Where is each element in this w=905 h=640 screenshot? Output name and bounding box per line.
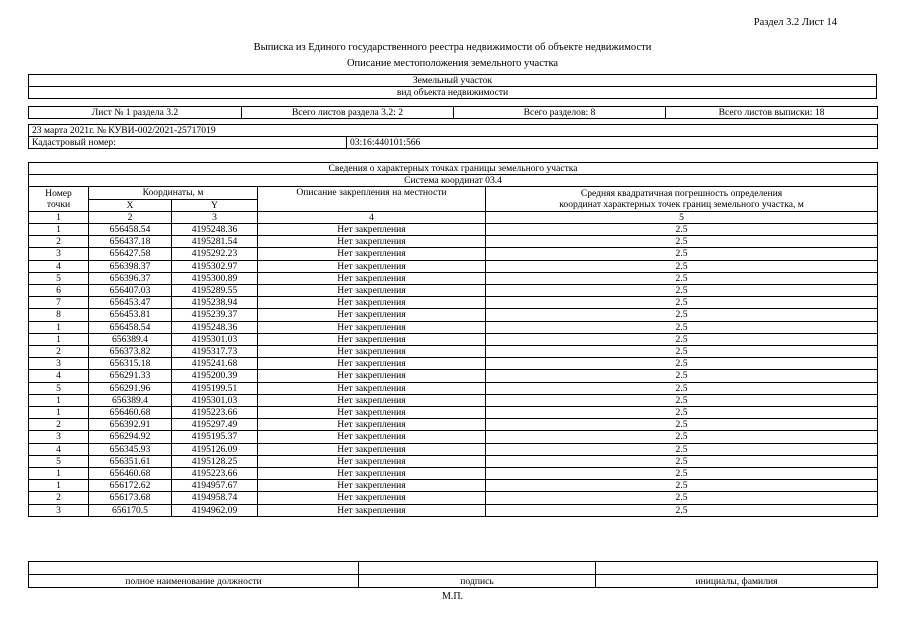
points-table-body bbox=[29, 224, 878, 517]
coord-x: 656315.18 bbox=[89, 358, 172, 370]
coord-x: 656373.82 bbox=[89, 346, 172, 358]
error: 2.5 bbox=[486, 443, 878, 455]
error: 2.5 bbox=[486, 309, 878, 321]
coord-x: 656389.4 bbox=[89, 394, 172, 406]
coord-x: 656389.4 bbox=[89, 333, 172, 345]
point-number: 3 bbox=[29, 431, 89, 443]
point-number: 2 bbox=[29, 236, 89, 248]
table-row bbox=[29, 224, 878, 236]
sheet-label: Раздел 3.2 Лист 14 bbox=[753, 17, 837, 28]
point-number: 1 bbox=[29, 407, 89, 419]
point-number: 7 bbox=[29, 297, 89, 309]
coord-x: 656453.47 bbox=[89, 297, 172, 309]
point-number: 3 bbox=[29, 248, 89, 260]
coord-y: 4195297.49 bbox=[172, 419, 258, 431]
fixation: Нет закрепления bbox=[258, 443, 486, 455]
fixation: Нет закрепления bbox=[258, 272, 486, 284]
table-row bbox=[29, 382, 878, 394]
sheet-number: Лист № 1 раздела 3.2 bbox=[29, 107, 242, 119]
fixation: Нет закрепления bbox=[258, 333, 486, 345]
error: 2.5 bbox=[486, 382, 878, 394]
fixation: Нет закрепления bbox=[258, 492, 486, 504]
header-fixation: Описание закрепления на местности bbox=[258, 187, 486, 211]
fixation: Нет закрепления bbox=[258, 468, 486, 480]
fixation: Нет закрепления bbox=[258, 455, 486, 467]
column-number: 5 bbox=[486, 211, 878, 223]
error: 2.5 bbox=[486, 419, 878, 431]
coord-y: 4195300.89 bbox=[172, 272, 258, 284]
coord-y: 4195241.68 bbox=[172, 358, 258, 370]
sheets-info-table bbox=[28, 106, 878, 119]
table-row bbox=[29, 236, 878, 248]
coord-x: 656458.54 bbox=[89, 321, 172, 333]
table-row bbox=[29, 260, 878, 272]
fixation: Нет закрепления bbox=[258, 431, 486, 443]
error: 2.5 bbox=[486, 224, 878, 236]
header-point-number bbox=[29, 187, 89, 211]
coord-y: 4195292.23 bbox=[172, 248, 258, 260]
header-error-line1: Средняя квадратичная погрешность определения bbox=[580, 187, 783, 199]
coordinate-system: Система координат 03.4 bbox=[29, 175, 878, 187]
error: 2.5 bbox=[486, 333, 878, 345]
point-number: 1 bbox=[29, 333, 89, 345]
table-row bbox=[29, 504, 878, 516]
column-number: 4 bbox=[258, 211, 486, 223]
column-number: 3 bbox=[172, 211, 258, 223]
document-subtitle: Описание местоположения земельного участка bbox=[346, 58, 559, 69]
coord-x: 656453.81 bbox=[89, 309, 172, 321]
header-point-number-line2: точки bbox=[46, 199, 71, 211]
coord-x: 656345.93 bbox=[89, 443, 172, 455]
table-row bbox=[29, 321, 878, 333]
coord-y: 4195248.36 bbox=[172, 321, 258, 333]
stamp-label: М.П. bbox=[441, 591, 464, 602]
error: 2.5 bbox=[486, 394, 878, 406]
coord-y: 4194962.09 bbox=[172, 504, 258, 516]
coord-x: 656294.92 bbox=[89, 431, 172, 443]
point-number: 5 bbox=[29, 272, 89, 284]
table-row bbox=[29, 285, 878, 297]
extract-sheets-total: Всего листов выписки: 18 bbox=[666, 107, 878, 119]
coord-x: 656458.54 bbox=[89, 224, 172, 236]
coord-x: 656437.18 bbox=[89, 236, 172, 248]
signature-field bbox=[359, 562, 596, 575]
error: 2.5 bbox=[486, 407, 878, 419]
registry-info-table bbox=[28, 124, 878, 149]
coord-y: 4195281.54 bbox=[172, 236, 258, 248]
point-number: 4 bbox=[29, 260, 89, 272]
header-x: X bbox=[89, 199, 172, 211]
coord-y: 4195301.03 bbox=[172, 394, 258, 406]
section-sheets-total: Всего листов раздела 3.2: 2 bbox=[242, 107, 454, 119]
table-row bbox=[29, 468, 878, 480]
cadastral-label: Кадастровый номер: bbox=[29, 137, 347, 149]
coord-x: 656460.68 bbox=[89, 468, 172, 480]
table-row bbox=[29, 394, 878, 406]
coord-y: 4195248.36 bbox=[172, 224, 258, 236]
table-row bbox=[29, 248, 878, 260]
table-row bbox=[29, 370, 878, 382]
position-caption: полное наименование должности bbox=[29, 575, 359, 588]
coord-y: 4195238.94 bbox=[172, 297, 258, 309]
point-number: 6 bbox=[29, 285, 89, 297]
cadastral-number: 03:16:440101:566 bbox=[347, 137, 878, 149]
point-number: 5 bbox=[29, 455, 89, 467]
coord-y: 4195317.73 bbox=[172, 346, 258, 358]
coord-x: 656427.58 bbox=[89, 248, 172, 260]
error: 2.5 bbox=[486, 358, 878, 370]
coord-y: 4195239.37 bbox=[172, 309, 258, 321]
fixation: Нет закрепления bbox=[258, 419, 486, 431]
fixation: Нет закрепления bbox=[258, 358, 486, 370]
error: 2.5 bbox=[486, 480, 878, 492]
error: 2.5 bbox=[486, 492, 878, 504]
fixation: Нет закрепления bbox=[258, 297, 486, 309]
date-number: 23 марта 2021г. № КУВИ-002/2021-25717019 bbox=[29, 125, 878, 137]
point-number: 1 bbox=[29, 468, 89, 480]
coord-x: 656291.96 bbox=[89, 382, 172, 394]
point-number: 8 bbox=[29, 309, 89, 321]
coord-y: 4195200.39 bbox=[172, 370, 258, 382]
position-field bbox=[29, 562, 359, 575]
coord-x: 656172.62 bbox=[89, 480, 172, 492]
error: 2.5 bbox=[486, 370, 878, 382]
point-number: 4 bbox=[29, 443, 89, 455]
header-y: Y bbox=[172, 199, 258, 211]
header-error bbox=[486, 187, 878, 211]
table-row bbox=[29, 480, 878, 492]
column-number: 2 bbox=[89, 211, 172, 223]
table-row bbox=[29, 455, 878, 467]
fixation: Нет закрепления bbox=[258, 504, 486, 516]
table-row bbox=[29, 309, 878, 321]
error: 2.5 bbox=[486, 468, 878, 480]
point-number: 2 bbox=[29, 346, 89, 358]
coord-x: 656460.68 bbox=[89, 407, 172, 419]
object-type: Земельный участок bbox=[29, 75, 877, 87]
name-caption: инициалы, фамилия bbox=[596, 575, 878, 588]
coord-y: 4195302.97 bbox=[172, 260, 258, 272]
coord-y: 4195199.51 bbox=[172, 382, 258, 394]
header-point-number-line1: Номер bbox=[45, 187, 72, 199]
table-row bbox=[29, 443, 878, 455]
error: 2.5 bbox=[486, 260, 878, 272]
coord-x: 656291.33 bbox=[89, 370, 172, 382]
coord-x: 656392.91 bbox=[89, 419, 172, 431]
error: 2.5 bbox=[486, 346, 878, 358]
error: 2.5 bbox=[486, 431, 878, 443]
error: 2.5 bbox=[486, 248, 878, 260]
coord-y: 4195223.66 bbox=[172, 407, 258, 419]
signature-table bbox=[28, 561, 878, 588]
object-type-table bbox=[28, 74, 877, 99]
coord-x: 656396.37 bbox=[89, 272, 172, 284]
fixation: Нет закрепления bbox=[258, 407, 486, 419]
point-number: 3 bbox=[29, 504, 89, 516]
header-coordinates: Координаты, м bbox=[89, 187, 258, 199]
error: 2.5 bbox=[486, 285, 878, 297]
header-error-line2: координат характерных точек границ земельного участка, м bbox=[559, 199, 804, 211]
signature-caption: подпись bbox=[359, 575, 596, 588]
coord-y: 4195126.09 bbox=[172, 443, 258, 455]
fixation: Нет закрепления bbox=[258, 236, 486, 248]
object-type-caption: вид объекта недвижимости bbox=[29, 87, 877, 99]
coord-x: 656351.61 bbox=[89, 455, 172, 467]
error: 2.5 bbox=[486, 236, 878, 248]
coord-y: 4195301.03 bbox=[172, 333, 258, 345]
point-number: 2 bbox=[29, 492, 89, 504]
fixation: Нет закрепления bbox=[258, 382, 486, 394]
coord-x: 656398.37 bbox=[89, 260, 172, 272]
point-number: 1 bbox=[29, 480, 89, 492]
coord-y: 4195195.37 bbox=[172, 431, 258, 443]
coord-x: 656407.03 bbox=[89, 285, 172, 297]
table-row bbox=[29, 431, 878, 443]
coord-y: 4194957.67 bbox=[172, 480, 258, 492]
coord-x: 656173.68 bbox=[89, 492, 172, 504]
coord-y: 4195289.55 bbox=[172, 285, 258, 297]
coord-y: 4195128.25 bbox=[172, 455, 258, 467]
point-number: 3 bbox=[29, 358, 89, 370]
coord-y: 4195223.66 bbox=[172, 468, 258, 480]
error: 2.5 bbox=[486, 455, 878, 467]
point-number: 1 bbox=[29, 224, 89, 236]
fixation: Нет закрепления bbox=[258, 346, 486, 358]
fixation: Нет закрепления bbox=[258, 321, 486, 333]
fixation: Нет закрепления bbox=[258, 394, 486, 406]
point-number: 2 bbox=[29, 419, 89, 431]
table-row bbox=[29, 333, 878, 345]
error: 2.5 bbox=[486, 504, 878, 516]
point-number: 5 bbox=[29, 382, 89, 394]
fixation: Нет закрепления bbox=[258, 309, 486, 321]
document-title: Выписка из Единого государственного реестра недвижимости об объекте недвижимости bbox=[253, 42, 652, 53]
table-row bbox=[29, 419, 878, 431]
points-table-title: Сведения о характерных точках границы земельного участка bbox=[29, 163, 878, 175]
error: 2.5 bbox=[486, 272, 878, 284]
table-row bbox=[29, 407, 878, 419]
point-number: 4 bbox=[29, 370, 89, 382]
coord-y: 4194958.74 bbox=[172, 492, 258, 504]
fixation: Нет закрепления bbox=[258, 224, 486, 236]
table-row bbox=[29, 272, 878, 284]
error: 2.5 bbox=[486, 297, 878, 309]
fixation: Нет закрепления bbox=[258, 285, 486, 297]
boundary-points-table bbox=[28, 162, 878, 517]
point-number: 1 bbox=[29, 321, 89, 333]
fixation: Нет закрепления bbox=[258, 248, 486, 260]
table-row bbox=[29, 358, 878, 370]
fixation: Нет закрепления bbox=[258, 370, 486, 382]
point-number: 1 bbox=[29, 394, 89, 406]
table-row bbox=[29, 492, 878, 504]
name-field bbox=[596, 562, 878, 575]
sections-total: Всего разделов: 8 bbox=[454, 107, 666, 119]
table-row bbox=[29, 297, 878, 309]
table-row bbox=[29, 346, 878, 358]
fixation: Нет закрепления bbox=[258, 260, 486, 272]
column-number: 1 bbox=[29, 211, 89, 223]
error: 2.5 bbox=[486, 321, 878, 333]
fixation: Нет закрепления bbox=[258, 480, 486, 492]
coord-x: 656170.5 bbox=[89, 504, 172, 516]
